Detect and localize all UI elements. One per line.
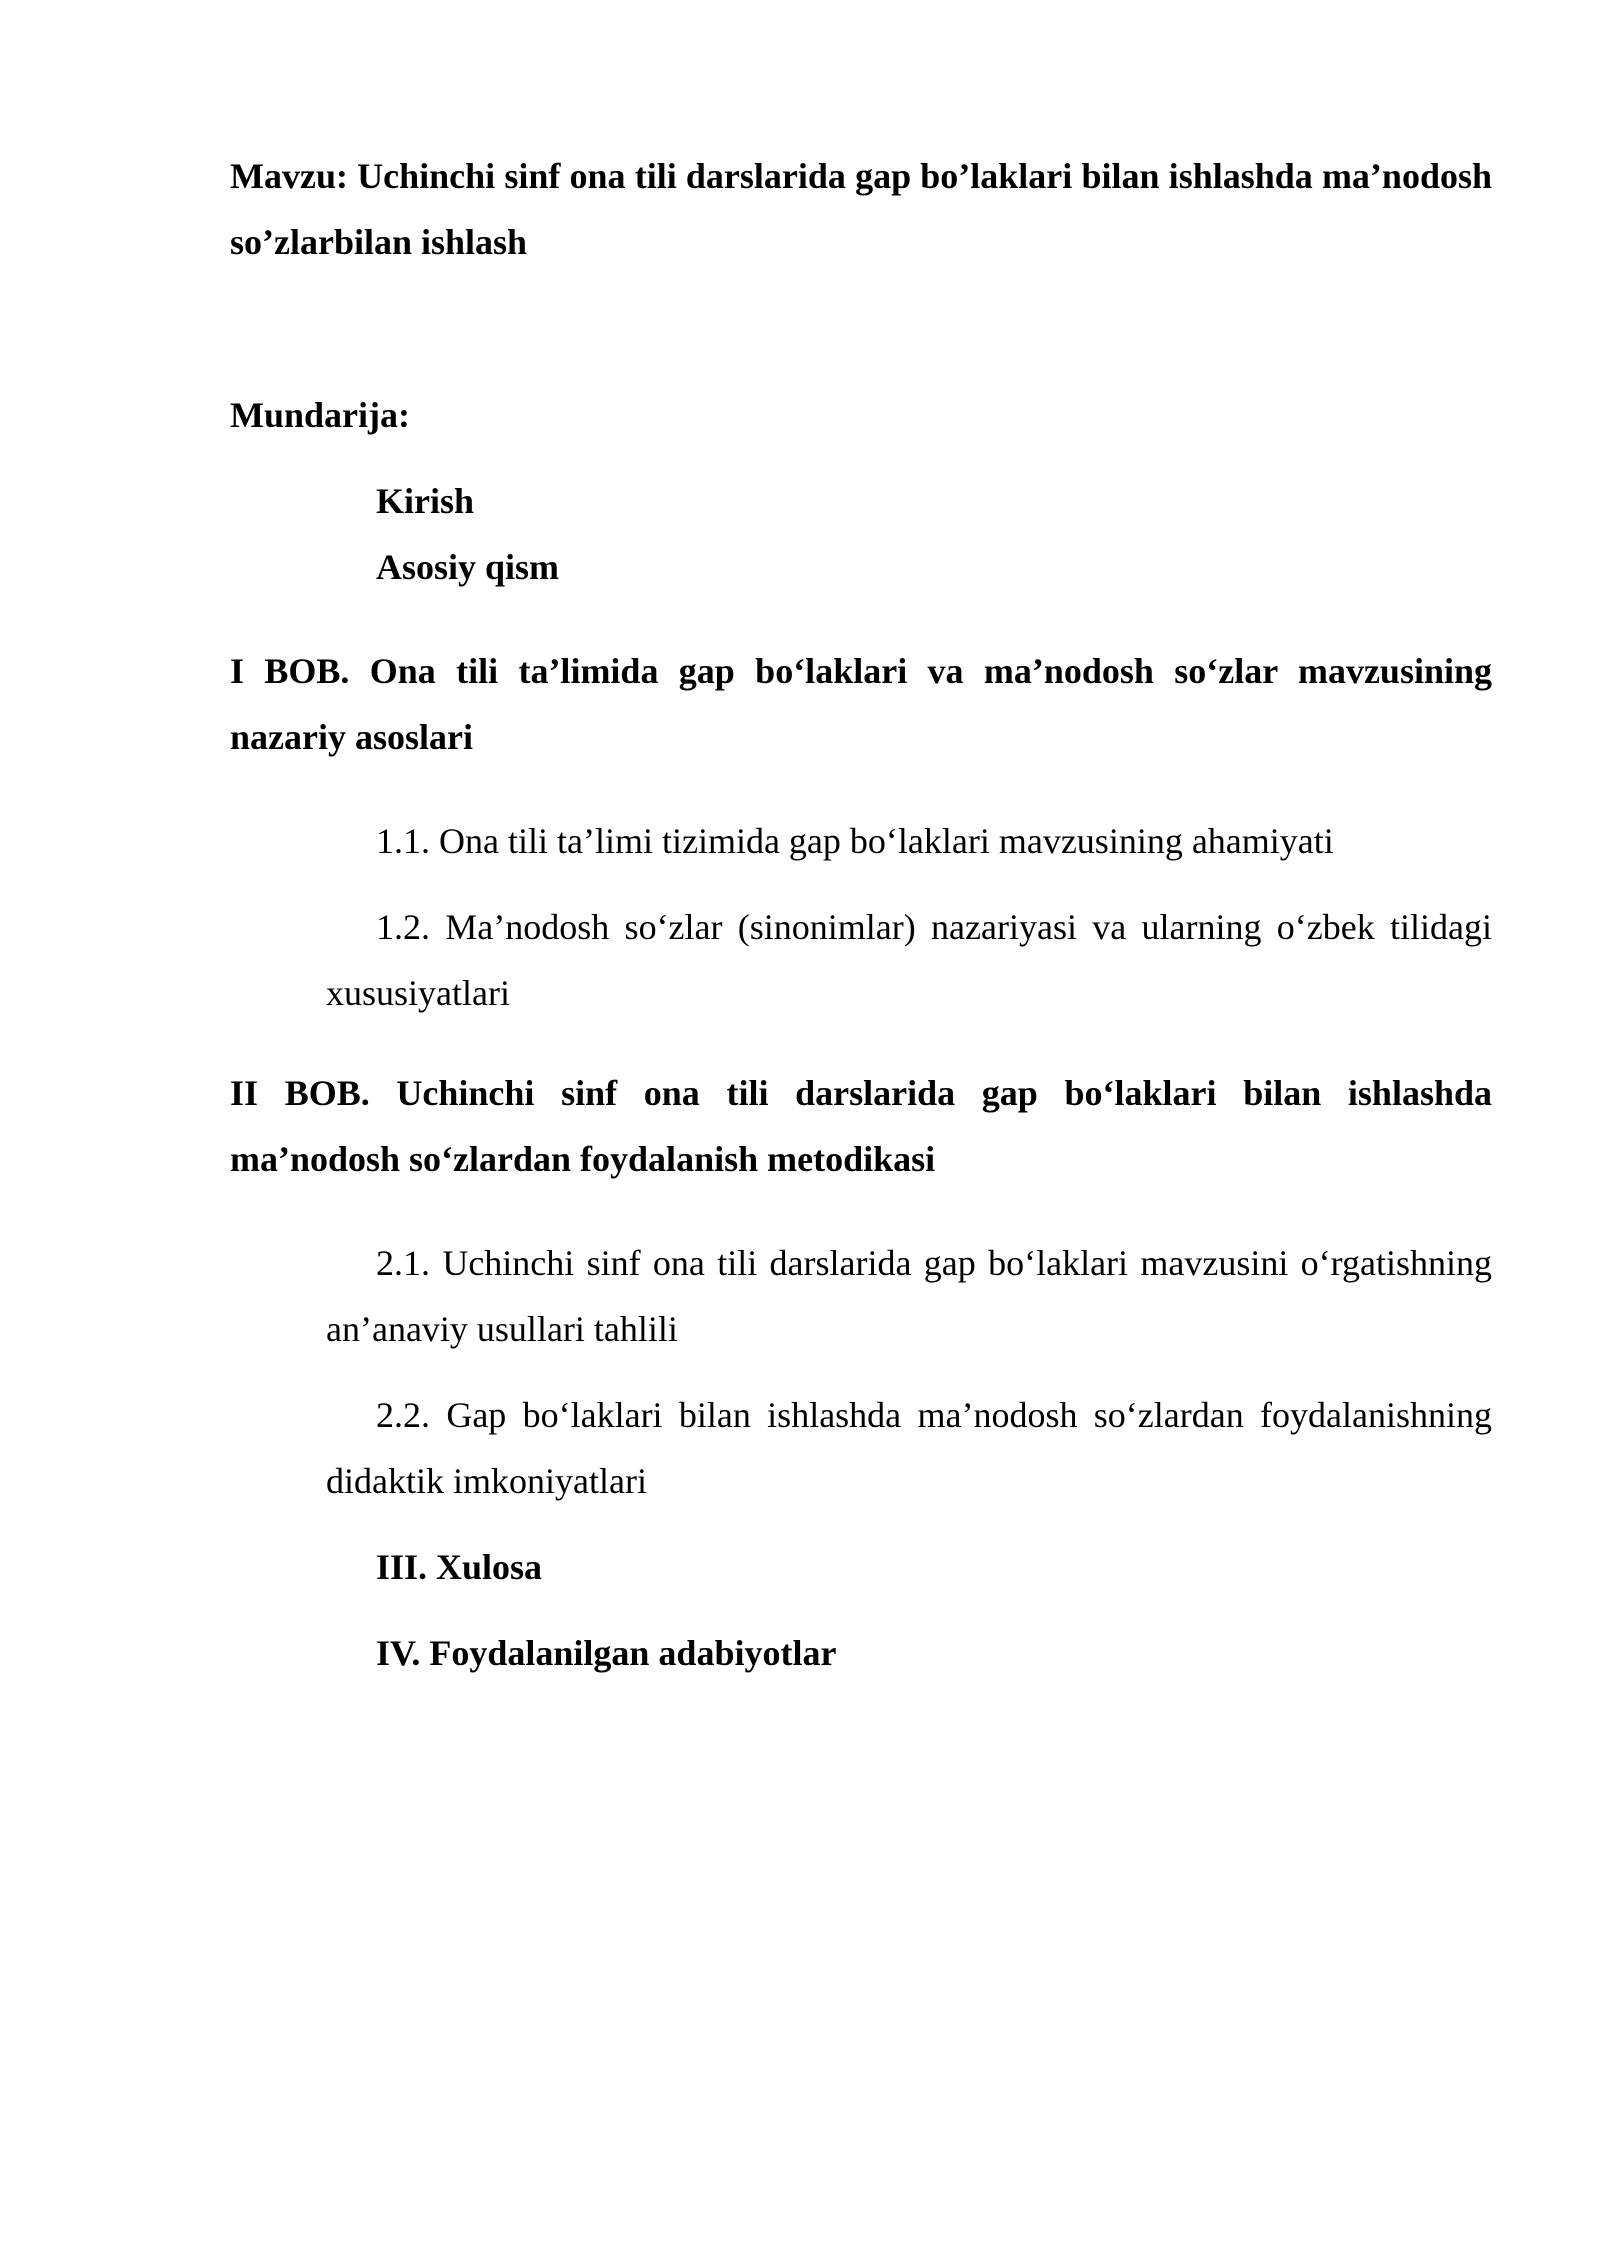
toc-chapter-1-title: I BOB. Ona tili ta’limida gap boʻlaklari va ma’nodosh soʻzlar mavzusining nazariy asoslari — [230, 651, 1492, 757]
toc-section-1-2: 1.2. Ma’nodosh soʻzlar (sinonimlar) nazariyasi va ularning oʻzbek tilidagi xususiyatlari — [326, 907, 1492, 1013]
document-page — [230, 0, 1492, 2262]
toc-section-2-1: 2.1. Uchinchi sinf ona tili darslarida gap boʻlaklari mavzusini oʻrgatishning an’anaviy usullari tahlili — [326, 1243, 1492, 1349]
toc-section-2-2: 2.2. Gap boʻlaklari bilan ishlashda ma’nodosh soʻzlardan foydalanishning didaktik imkoniyatlari — [326, 1395, 1492, 1501]
contents-heading: Mundarija: — [230, 395, 410, 435]
toc-item-conclusion: III. Xulosa — [376, 1547, 543, 1587]
toc-chapter-2-title: II BOB. Uchinchi sinf ona tili darslarida gap boʻlaklari bilan ishlashda ma’nodosh soʻzlardan foydalanish metodikasi — [230, 1073, 1492, 1179]
toc-item-intro: Kirish — [376, 481, 475, 521]
toc-section-1-1: 1.1. Ona tili ta’limi tizimida gap boʻlaklari mavzusining ahamiyati — [376, 821, 1334, 861]
document-topic: Mavzu: Uchinchi sinf ona tili darslarida gap bo’laklari bilan ishlashda ma’nodosh so’zlarbilan ishlash — [230, 156, 1492, 262]
toc-item-references: IV. Foydalanilgan adabiyotlar — [376, 1633, 837, 1673]
toc-item-main-part: Asosiy qism — [376, 547, 560, 587]
